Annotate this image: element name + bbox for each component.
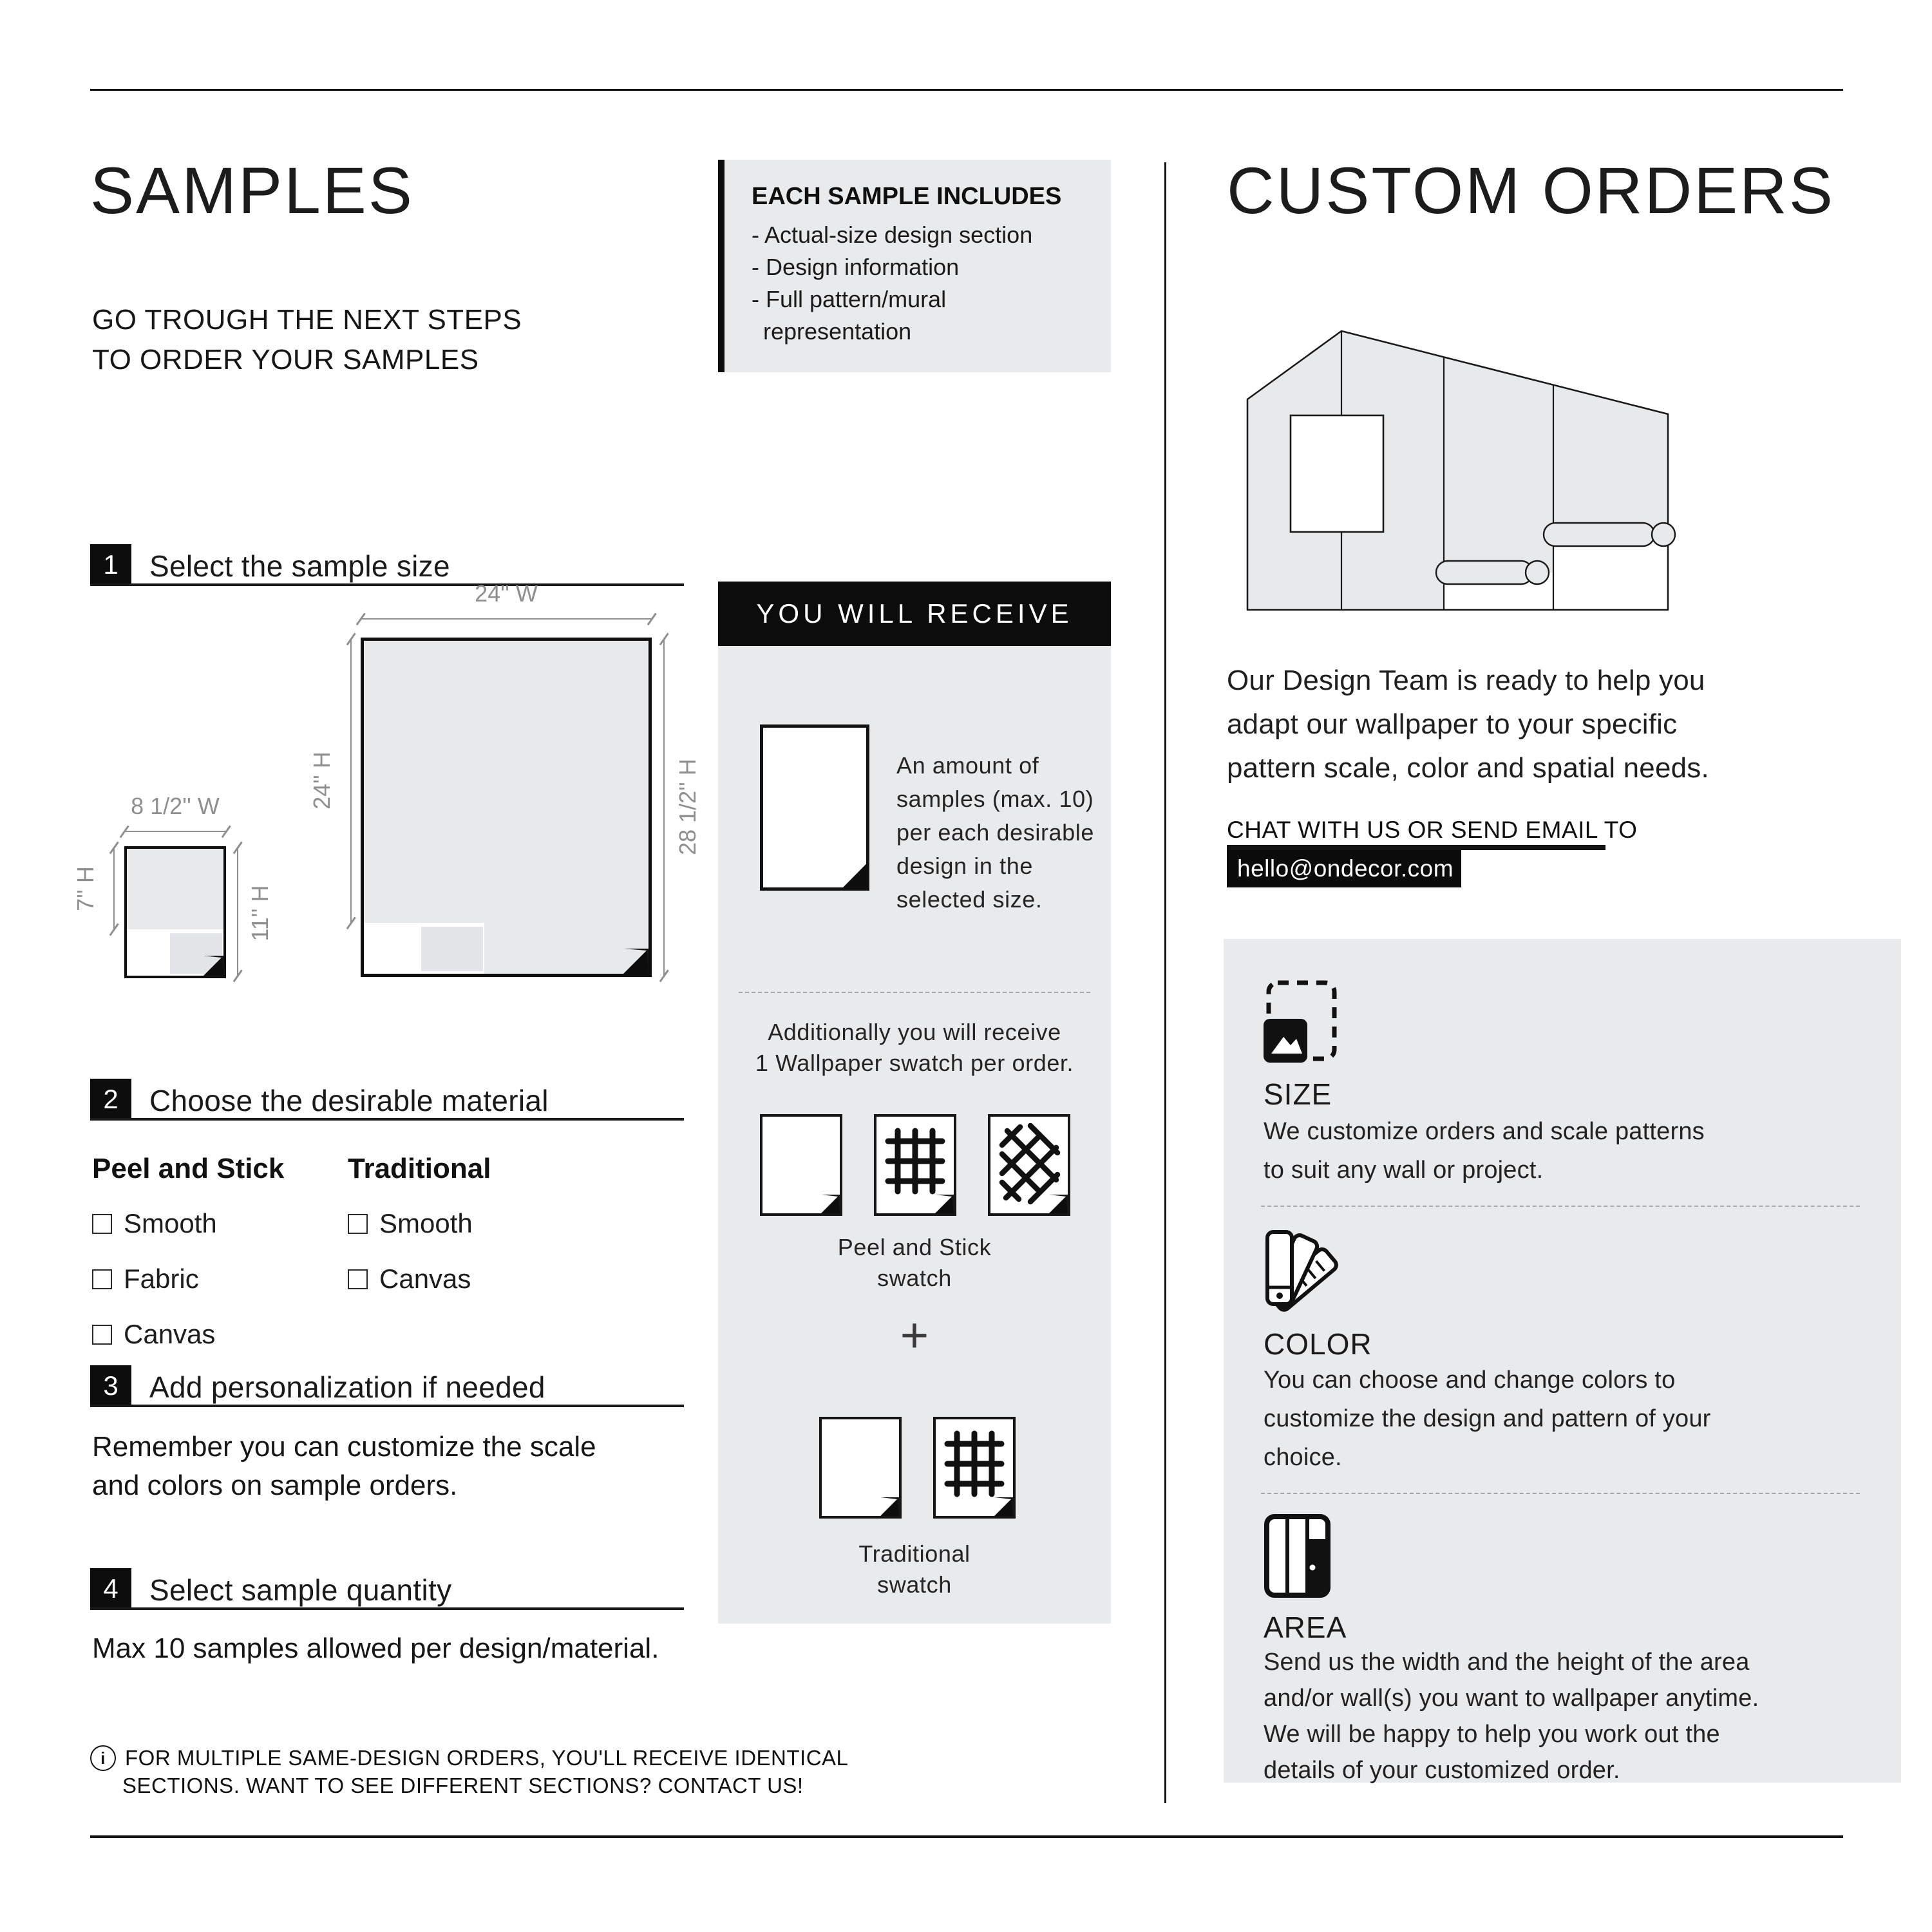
bottom-rule — [90, 1835, 1843, 1838]
includes-box-left-bar — [718, 160, 724, 372]
info-icon: i — [90, 1745, 116, 1771]
step2-label: Choose the desirable material — [149, 1084, 549, 1117]
small-innerheight-label: 7'' H — [72, 866, 99, 911]
each-sample-includes-box — [718, 160, 1111, 372]
small-card-fold-corner — [204, 956, 223, 976]
peel-option-fabric — [92, 1264, 199, 1294]
step3-label: Add personalization if needed — [149, 1370, 545, 1404]
small-innerheight-dimline — [113, 848, 115, 929]
area-wall-door-icon — [1264, 1513, 1331, 1598]
plus-sign: + — [900, 1308, 929, 1363]
trad-option-smooth-label: Smooth — [379, 1208, 473, 1238]
peel-swatch-label-line1: Peel and Stick — [837, 1234, 992, 1260]
step3-note-line2: and colors on sample orders. — [92, 1470, 458, 1501]
receive-desc-line3: per each desirable — [896, 819, 1094, 846]
small-width-dimline — [124, 831, 226, 832]
small-width-label: 8 1/2'' W — [131, 793, 220, 819]
small-outerheight-label: 11'' H — [247, 885, 273, 942]
custom-paragraph-line1: Our Design Team is ready to help you — [1227, 665, 1705, 696]
step3-underline — [90, 1405, 684, 1407]
swatch-fold-corner — [994, 1497, 1013, 1516]
size-text-line2: to suit any wall or project. — [1264, 1157, 1544, 1184]
area-text-line2: and/or wall(s) you want to wallpaper anytime. — [1264, 1685, 1759, 1712]
peel-option-smooth-label: Smooth — [124, 1208, 217, 1238]
panel-dashed-divider-2 — [1261, 1493, 1860, 1494]
step2-underline — [90, 1118, 684, 1121]
custom-orders-title: CUSTOM ORDERS — [1227, 154, 1835, 227]
peel-swatch-label-line2: swatch — [877, 1265, 952, 1291]
swatch-grid — [874, 1114, 956, 1216]
step4-number: 4 — [90, 1568, 131, 1609]
area-heading: AREA — [1264, 1611, 1347, 1644]
receive-desc-line4: design in the — [896, 853, 1033, 879]
color-text-line2: customize the design and pattern of your — [1264, 1405, 1711, 1432]
large-card-mini-pattern — [421, 927, 483, 971]
step4-underline — [90, 1607, 684, 1610]
peel-option-canvas-label: Canvas — [124, 1319, 216, 1349]
step2-number: 2 — [90, 1079, 131, 1120]
checkbox-trad-smooth[interactable] — [348, 1214, 368, 1234]
swatch-fold-corner — [1049, 1195, 1068, 1213]
swatch-fold-corner — [880, 1497, 899, 1516]
large-outerheight-label: 28 1/2'' H — [674, 759, 701, 855]
traditional-swatch-label-line1: Traditional — [858, 1540, 971, 1567]
swatch-blank-traditional — [819, 1417, 902, 1519]
step4-note: Max 10 samples allowed per design/material. — [92, 1633, 659, 1664]
you-will-receive-header: YOU WILL RECEIVE — [718, 582, 1111, 646]
checkbox-peel-canvas[interactable] — [92, 1325, 112, 1345]
email-link[interactable]: hello@ondecor.com — [1227, 850, 1461, 887]
small-outerheight-dimline — [237, 848, 238, 976]
step1-number: 1 — [90, 544, 131, 585]
large-width-label: 24'' W — [475, 580, 538, 607]
large-outerheight-dimline — [663, 639, 665, 976]
trad-option-canvas-label: Canvas — [379, 1264, 471, 1294]
includes-item-3: - Full pattern/mural — [752, 286, 947, 312]
samples-subtitle-line1: GO TROUGH THE NEXT STEPS — [92, 304, 522, 336]
swatch-blank — [760, 1114, 842, 1216]
trad-option-smooth — [348, 1208, 473, 1239]
footnote-line2: SECTIONS. WANT TO SEE DIFFERENT SECTIONS? CONTACT US! — [122, 1774, 804, 1797]
step4-label: Select sample quantity — [149, 1573, 452, 1607]
color-text-line3: choice. — [1264, 1444, 1342, 1471]
peel-option-smooth — [92, 1208, 217, 1239]
size-crop-image-icon — [1264, 979, 1341, 1064]
receive-additional-line2: 1 Wallpaper swatch per order. — [755, 1050, 1074, 1076]
area-text-line1: Send us the width and the height of the area — [1264, 1649, 1750, 1676]
footnote-line1-text: FOR MULTIPLE SAME-DESIGN ORDERS, YOU'LL RECEIVE IDENTICAL — [125, 1746, 849, 1770]
footnote-line1 — [90, 1745, 848, 1771]
chat-underline-bar — [1227, 845, 1605, 850]
area-text-line3: We will be happy to help you work out the — [1264, 1721, 1720, 1748]
traditional-material-title: Traditional — [348, 1153, 491, 1184]
top-rule — [90, 89, 1843, 91]
area-text-line4: details of your customized order. — [1264, 1757, 1620, 1784]
house-wallpaper-illustration — [1246, 319, 1697, 618]
includes-item-1: - Actual-size design section — [752, 222, 1033, 248]
receive-dashed-divider — [739, 992, 1090, 993]
size-heading: SIZE — [1264, 1077, 1332, 1111]
receive-desc-line1: An amount of — [896, 752, 1039, 779]
receive-additional-line1: Additionally you will receive — [768, 1019, 1061, 1045]
color-heading: COLOR — [1264, 1327, 1372, 1361]
swatch-grid-traditional — [933, 1417, 1016, 1519]
checkbox-peel-fabric[interactable] — [92, 1269, 112, 1289]
custom-paragraph-line2: adapt our wallpaper to your specific — [1227, 708, 1678, 740]
step1-label: Select the sample size — [149, 549, 450, 583]
large-card-fold-corner — [623, 949, 649, 974]
peel-option-fabric-label: Fabric — [124, 1264, 199, 1294]
color-text-line1: You can choose and change colors to — [1264, 1367, 1676, 1394]
sample-page-icon — [760, 724, 869, 891]
traditional-swatch-label-line2: swatch — [877, 1571, 952, 1598]
checkbox-peel-smooth[interactable] — [92, 1214, 112, 1234]
column-divider — [1164, 162, 1166, 1803]
receive-desc-line2: samples (max. 10) — [896, 786, 1094, 812]
checkbox-trad-canvas[interactable] — [348, 1269, 368, 1289]
custom-paragraph-line3: pattern scale, color and spatial needs. — [1227, 752, 1709, 784]
peel-material-title: Peel and Stick — [92, 1153, 285, 1184]
large-innerheight-dimline — [350, 639, 352, 923]
panel-dashed-divider-1 — [1261, 1206, 1860, 1207]
large-width-dimline — [361, 618, 652, 620]
large-innerheight-label: 24'' H — [308, 752, 335, 810]
includes-title: EACH SAMPLE INCLUDES — [752, 183, 1062, 210]
chat-with-us-label: CHAT WITH US OR SEND EMAIL TO — [1227, 817, 1638, 843]
large-sample-card — [361, 638, 652, 977]
peel-option-canvas — [92, 1319, 215, 1350]
includes-item-4: representation — [763, 318, 912, 345]
receive-desc-line5: selected size. — [896, 886, 1043, 913]
trad-option-canvas — [348, 1264, 471, 1294]
samples-title: SAMPLES — [90, 154, 414, 227]
step3-note-line1: Remember you can customize the scale — [92, 1431, 596, 1463]
size-text-line1: We customize orders and scale patterns — [1264, 1118, 1705, 1145]
includes-item-2: - Design information — [752, 254, 960, 280]
swatch-crosshatch — [988, 1114, 1070, 1216]
swatch-fold-corner — [935, 1195, 954, 1213]
step1-underline — [90, 583, 684, 586]
swatch-fold-corner — [821, 1195, 840, 1213]
samples-subtitle-line2: TO ORDER YOUR SAMPLES — [92, 344, 479, 375]
step3-number: 3 — [90, 1365, 131, 1406]
small-sample-card — [124, 846, 226, 978]
color-swatchbook-icon — [1264, 1227, 1354, 1312]
